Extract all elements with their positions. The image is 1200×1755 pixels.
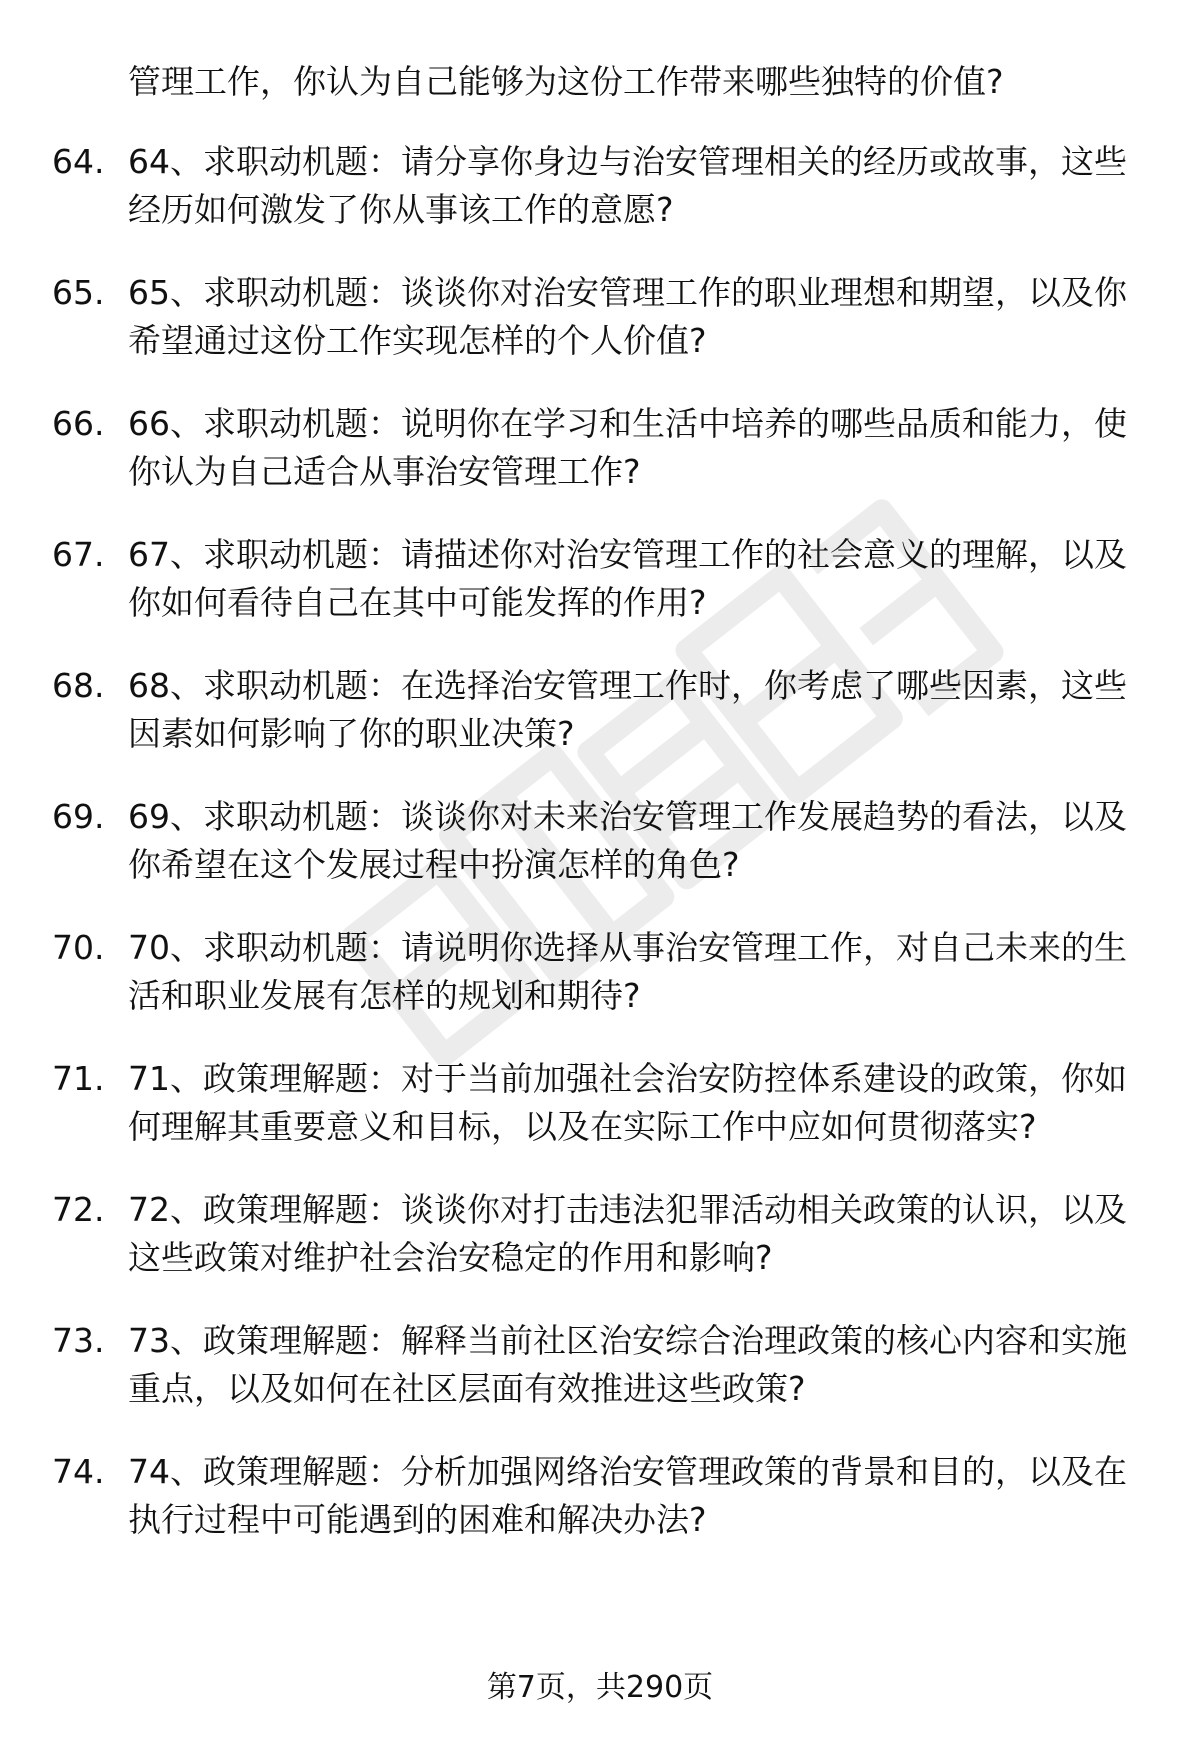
item-text: 73、政策理解题：解释当前社区治安综合治理政策的核心内容和实施重点，以及如何在社区层面有效推进这些政策?	[128, 1321, 1127, 1408]
item-text: 65、求职动机题：谈谈你对治安管理工作的职业理想和期望，以及你希望通过这份工作实现怎样的个人价值?	[128, 273, 1127, 360]
list-item	[0, 1317, 1200, 1413]
list-item	[0, 924, 1200, 1020]
item-text: 67、求职动机题：请描述你对治安管理工作的社会意义的理解，以及你如何看待自己在其中可能发挥的作用?	[128, 535, 1127, 622]
item-number: 67.	[52, 535, 105, 574]
item-number: 72.	[52, 1190, 105, 1229]
item-number: 70.	[52, 928, 105, 967]
item-text: 70、求职动机题：请说明你选择从事治安管理工作，对自己未来的生活和职业发展有怎样的规划和期待?	[128, 928, 1127, 1015]
list-item	[0, 662, 1200, 758]
item-text: 64、求职动机题：请分享你身边与治安管理相关的经历或故事，这些经历如何激发了你从事该工作的意愿?	[128, 142, 1127, 229]
item-text: 66、求职动机题：说明你在学习和生活中培养的哪些品质和能力，使你认为自己适合从事治安管理工作?	[128, 404, 1127, 491]
list-item	[0, 1055, 1200, 1151]
item-number: 73.	[52, 1321, 105, 1360]
item-text: 69、求职动机题：谈谈你对未来治安管理工作发展趋势的看法，以及你希望在这个发展过程中扮演怎样的角色?	[128, 797, 1127, 884]
list-item	[0, 531, 1200, 627]
item-text: 74、政策理解题：分析加强网络治安管理政策的背景和目的，以及在执行过程中可能遇到的困难和解决办法?	[128, 1452, 1127, 1539]
list-item	[0, 793, 1200, 889]
item-number: 71.	[52, 1059, 105, 1098]
item-number: 64.	[52, 142, 105, 181]
item-number: 68.	[52, 666, 105, 705]
list-item	[0, 1448, 1200, 1544]
list-item	[0, 138, 1200, 234]
item-number: 65.	[52, 273, 105, 312]
item-text: 71、政策理解题：对于当前加强社会治安防控体系建设的政策，你如何理解其重要意义和目标，以及在实际工作中应如何贯彻落实?	[128, 1059, 1127, 1146]
item-text: 68、求职动机题：在选择治安管理工作时，你考虑了哪些因素，这些因素如何影响了你的职业决策?	[128, 666, 1127, 753]
question-list	[0, 138, 1200, 1579]
item-number: 74.	[52, 1452, 105, 1491]
list-item	[0, 1186, 1200, 1282]
list-item	[0, 400, 1200, 496]
continued-question-text: 管理工作，你认为自己能够为这份工作带来哪些独特的价值?	[128, 62, 1004, 101]
item-number: 66.	[52, 404, 105, 443]
item-number: 69.	[52, 797, 105, 836]
page-footer: 第7页，共290页	[486, 1670, 714, 1705]
list-item	[0, 269, 1200, 365]
item-text: 72、政策理解题：谈谈你对打击违法犯罪活动相关政策的认识，以及这些政策对维护社会治安稳定的作用和影响?	[128, 1190, 1127, 1277]
